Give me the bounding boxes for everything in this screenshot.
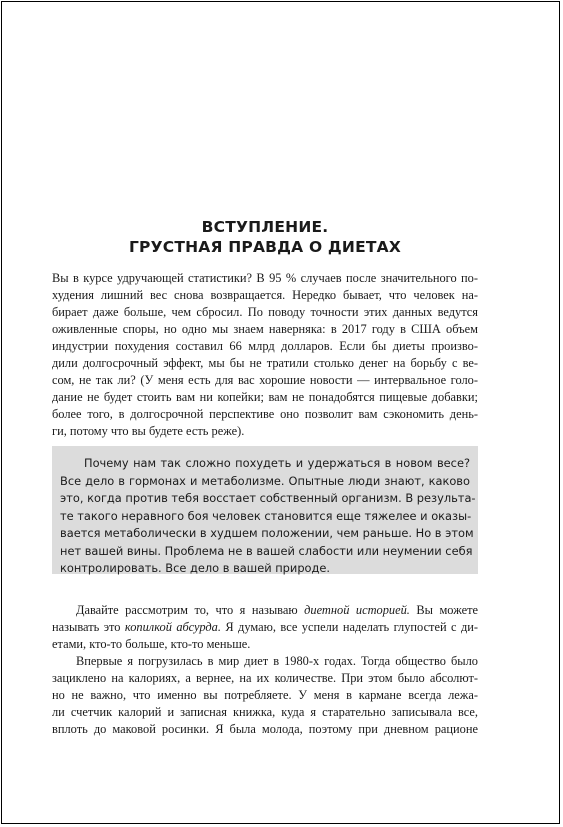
- text-line: индустрии похудения составил 66 млрд долларов. Если бы диеты произво-: [52, 339, 478, 353]
- text-line: но не важно, что именно вы потребляете. У меня в кармане всегда лежа-: [52, 688, 478, 702]
- text-line: [52, 602, 478, 619]
- italic-term: диетной историей.: [304, 603, 410, 617]
- callout-line: контролировать. Все дело в вашей природе.: [60, 561, 331, 575]
- text-line: более того, в долгосрочной перспективе оно позволит вам сэкономить день-: [52, 407, 478, 421]
- italic-term: копилкой абсурда.: [124, 620, 221, 634]
- text-line: етами, кто-то больше, кто-то меньше.: [52, 637, 251, 651]
- text-run: Давайте рассмотрим то, что я называю: [76, 603, 305, 617]
- text-line: Вы в курсе удручающей статистики? В 95 % случаев после значительного по-: [52, 271, 478, 285]
- callout-line: нет вашей вины. Проблема не в вашей слабости или неумении себя: [60, 543, 473, 558]
- callout-line: те такого неравного боя человек становится еще тяжелее и оказы-: [60, 508, 472, 523]
- callout-line: Все дело в гормонах и метаболизме. Опытные люди знают, каково: [60, 473, 470, 488]
- text-line: дание не будет стоить вам ни копейки; вам не понадобятся пищевые добавки;: [52, 390, 478, 404]
- text-line: [52, 619, 478, 636]
- text-line: дили долгосрочный эффект, мы бы не тратили столько денег на борьбу с ве-: [52, 356, 478, 370]
- text-line: оживленные споры, но одно мы знаем наверняка: в 2017 году в США объем: [52, 322, 478, 336]
- text-line: худения лишний вес снова возвращается. Нередко бывает, что человек на-: [52, 288, 478, 302]
- text-line: бирает даже больше, чем сбросил. По поводу точности этих данных ведутся: [52, 305, 478, 319]
- text-line: вплоть до маковой росинки. Я была молода, поэтому при дневном рационе: [52, 722, 478, 736]
- text-line: ли счетчик калорий и записная книжка, куда я старательно записывала все,: [52, 705, 478, 719]
- chapter-title-line-2: ГРУСТНАЯ ПРАВДА О ДИЕТАХ: [128, 238, 402, 256]
- chapter-title-line-1: ВСТУПЛЕНИЕ.: [201, 218, 329, 236]
- callout-line: Почему нам так сложно похудеть и удержаться в новом весе?: [84, 456, 470, 470]
- callout-line: это, когда против тебя восстает собственный организм. В результа-: [60, 491, 476, 505]
- text-line: сом, не так ли? (У меня есть для вас хорошие новости — интервальное голо-: [52, 373, 478, 387]
- text-line: Впервые я погрузилась в мир диет в 1980-х годах. Тогда общество было: [76, 654, 478, 668]
- text-run: называть это: [52, 620, 125, 634]
- text-line: зациклено на калориях, а вернее, на их количестве. При этом было абсолют-: [52, 671, 478, 685]
- text-line: ги, потому что вы будете есть реже).: [52, 424, 245, 438]
- text-run: Вы можете: [409, 603, 479, 617]
- text-run: Я думаю, все успели наделать глупостей с ди-: [220, 620, 479, 634]
- callout-line: вается метаболически в худшем положении, чем раньше. Но в этом: [60, 526, 474, 540]
